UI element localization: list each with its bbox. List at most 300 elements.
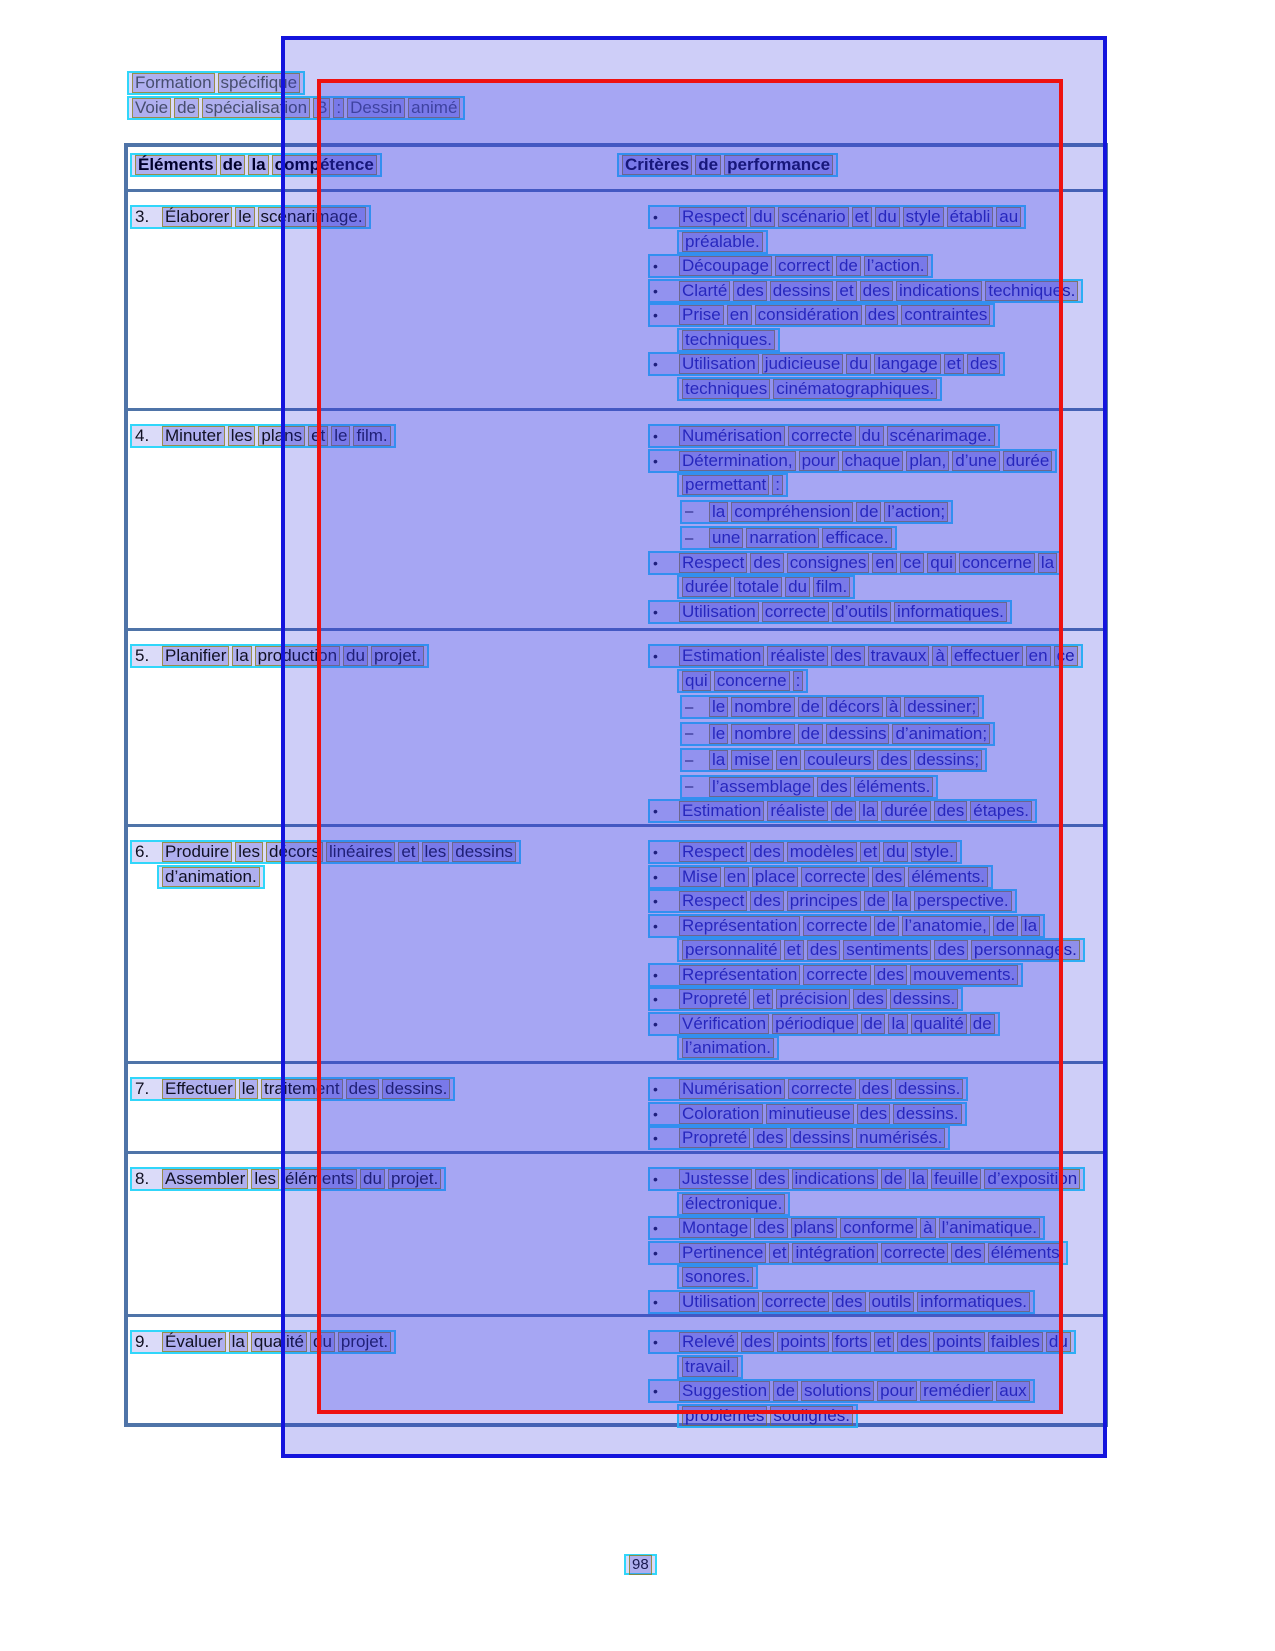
criterion-item (648, 722, 1083, 747)
criterion-line (648, 1077, 968, 1102)
ocr-word: Évaluer (162, 1332, 226, 1352)
ocr-word: Respect (679, 891, 747, 911)
ocr-line-box (648, 1216, 1045, 1240)
ocr-word: Numérisation (679, 1079, 785, 1099)
ocr-line-box (648, 449, 1057, 473)
ocr-word: Propreté (679, 989, 750, 1009)
criterion-line (648, 1241, 1085, 1266)
criterion-line (648, 1379, 1076, 1404)
ocr-word: des (831, 646, 864, 666)
ocr-line-box (648, 1077, 968, 1101)
ocr-word: à (920, 1218, 935, 1238)
ocr-word: dessins. (890, 989, 958, 1009)
ocr-word: correcte (803, 965, 870, 985)
ocr-line-box (130, 153, 382, 177)
ocr-word: de (798, 697, 823, 717)
element-title-line (130, 205, 371, 230)
item-number: 3. (135, 207, 150, 227)
ocr-word: durée (881, 801, 930, 821)
criterion-line (648, 328, 1083, 353)
criterion-line (648, 303, 1083, 328)
ocr-word: Représentation (679, 916, 800, 936)
ocr-word: durée (682, 577, 731, 597)
ocr-word: correcte (762, 1292, 829, 1312)
ocr-word: problèmes (682, 1406, 767, 1426)
table-row (128, 628, 1104, 824)
ocr-word: d’animation. (162, 867, 260, 887)
ocr-word: de (220, 155, 246, 175)
ocr-word: préalable. (682, 232, 763, 252)
ocr-word: : (793, 671, 804, 691)
table-header-row (128, 147, 1104, 189)
ocr-line-box (648, 840, 962, 864)
ocr-word: Élaborer (162, 207, 232, 227)
ocr-word: correcte (881, 1243, 948, 1263)
ocr-word: dessins (790, 1128, 854, 1148)
ocr-word: de (831, 801, 856, 821)
element-cell (130, 644, 429, 669)
criterion-line (648, 1012, 1085, 1037)
ocr-word: considération (755, 305, 862, 325)
ocr-word: correcte (788, 1079, 855, 1099)
ocr-line-box (648, 1330, 1076, 1354)
criterion-item (648, 424, 1062, 449)
ocr-word: d’animation; (892, 724, 990, 744)
ocr-word: de (695, 155, 721, 175)
ocr-word: judicieuse (762, 354, 844, 374)
criterion-item (648, 748, 1083, 773)
criterion-line (648, 1290, 1085, 1315)
column-header-elements (130, 153, 382, 177)
ocr-word: travail. (682, 1357, 738, 1377)
criterion-item (648, 449, 1062, 498)
criterion-line (648, 1216, 1085, 1241)
ocr-word: dessins (826, 724, 890, 744)
ocr-word: aux (996, 1381, 1029, 1401)
ocr-word: projet. (371, 646, 424, 666)
ocr-line-box (130, 424, 396, 448)
ocr-word: des (346, 1079, 379, 1099)
bullet-marker: • (653, 428, 658, 445)
ocr-word: du (846, 354, 871, 374)
criterion-line (648, 1192, 1085, 1217)
criterion-line (648, 1265, 1085, 1290)
ocr-word: plan, (906, 451, 949, 471)
criterion-item (648, 963, 1085, 988)
ocr-word: personnalité (682, 940, 781, 960)
ocr-word: Vérification (679, 1014, 769, 1034)
ocr-word: Mise (679, 867, 721, 887)
item-number: 6. (135, 842, 150, 862)
ocr-word: le (709, 697, 728, 717)
ocr-word: scénarimage. (887, 426, 995, 446)
criterion-item (648, 1012, 1085, 1061)
ocr-line-box (648, 644, 1083, 668)
ocr-word: Montage (679, 1218, 751, 1238)
element-title-line (130, 840, 521, 865)
criterion-line (648, 1126, 968, 1151)
bullet-marker: • (653, 1293, 658, 1310)
bullet-marker: • (653, 356, 658, 373)
ocr-word: dessins; (914, 750, 982, 770)
ocr-word: l’assemblage (709, 777, 814, 797)
ocr-word: Formation (132, 73, 215, 93)
criterion-line (648, 205, 1083, 230)
ocr-word: Découpage (679, 256, 772, 276)
ocr-word: et (784, 940, 804, 960)
ocr-word: permettant (682, 475, 769, 495)
criterion-item (648, 1241, 1085, 1290)
criterion-line (648, 575, 1062, 600)
ocr-word: ce (900, 553, 924, 573)
ocr-line-box (648, 352, 1005, 376)
criterion-line (648, 644, 1083, 669)
ocr-word: faibles (988, 1332, 1043, 1352)
ocr-word: le (709, 724, 728, 744)
ocr-line-box (680, 526, 897, 550)
ocr-line-box (648, 987, 963, 1011)
criterion-line (648, 938, 1085, 963)
ocr-word: points (933, 1332, 984, 1352)
ocr-line-box (648, 1126, 950, 1150)
ocr-word: compétence (272, 155, 377, 175)
criterion-item (648, 254, 1083, 279)
page-number (624, 1554, 657, 1575)
element-cell (130, 1330, 396, 1355)
ocr-word: ce (1054, 646, 1078, 666)
ocr-word: en (724, 867, 749, 887)
bullet-marker: • (653, 648, 658, 665)
ocr-word: dessins (452, 842, 516, 862)
ocr-line-box (677, 230, 768, 254)
criterion-item (648, 600, 1062, 625)
dash-marker: – (685, 698, 694, 716)
ocr-line-box (677, 473, 788, 497)
criterion-item (648, 840, 1085, 865)
ocr-word: correcte (788, 426, 855, 446)
ocr-line-box (677, 377, 942, 401)
ocr-word: de (861, 1014, 886, 1034)
criterion-item (648, 775, 1083, 800)
ocr-line-box (680, 500, 953, 524)
criterion-item (648, 500, 1062, 525)
criterion-line (648, 914, 1085, 939)
ocr-word: de (856, 502, 881, 522)
ocr-word: techniques (682, 379, 770, 399)
ocr-word: Estimation (679, 801, 764, 821)
criterion-item (648, 889, 1085, 914)
ocr-word: de (836, 256, 861, 276)
ocr-word: durée (1003, 451, 1052, 471)
ocr-word: informatiques. (917, 1292, 1030, 1312)
ocr-word: éléments. (854, 777, 934, 797)
ocr-word: la (909, 1169, 928, 1189)
ocr-word: dessins (770, 281, 834, 301)
ocr-line-box (677, 669, 808, 693)
criterion-item (648, 987, 1085, 1012)
ocr-word: projet. (338, 1332, 391, 1352)
ocr-word: éléments (988, 1243, 1063, 1263)
ocr-word: des (865, 305, 898, 325)
table-row (128, 1061, 1104, 1151)
item-number: 7. (135, 1079, 150, 1099)
ocr-word: l’anatomie, (902, 916, 990, 936)
ocr-word: concerne (714, 671, 790, 691)
ocr-word: effectuer (951, 646, 1023, 666)
criterion-item (648, 1216, 1085, 1241)
ocr-word: qui (682, 671, 711, 691)
bullet-marker: • (653, 1015, 658, 1032)
ocr-line-box (648, 1379, 1035, 1403)
dash-marker: – (685, 503, 694, 521)
ocr-word: au (996, 207, 1021, 227)
ocr-word: en (776, 750, 801, 770)
ocr-word: travaux (868, 646, 930, 666)
ocr-line-box (648, 254, 933, 278)
ocr-line-box (680, 775, 938, 799)
document-header (127, 70, 465, 121)
ocr-line-box (677, 575, 855, 599)
ocr-word: Respect (679, 207, 747, 227)
bullet-marker: • (653, 1081, 658, 1098)
ocr-line-box (130, 1167, 446, 1191)
ocr-word: mise (731, 750, 773, 770)
ocr-word: Suggestion (679, 1381, 770, 1401)
ocr-word: informatiques. (894, 602, 1007, 622)
ocr-word: éléments. (908, 867, 988, 887)
ocr-word: cinématographiques. (773, 379, 937, 399)
bullet-marker: • (653, 917, 658, 934)
bullet-marker: • (653, 966, 658, 983)
ocr-word: des (750, 891, 783, 911)
ocr-word: la (232, 646, 251, 666)
ocr-word: du (1046, 1332, 1071, 1352)
ocr-word: des (934, 801, 967, 821)
ocr-word: traitement (261, 1079, 343, 1099)
ocr-word: qui (927, 553, 956, 573)
ocr-word: des (872, 867, 905, 887)
ocr-word: Effectuer (162, 1079, 236, 1099)
criterion-item (648, 1167, 1085, 1216)
criterion-line (648, 669, 1083, 694)
ocr-word: du (785, 577, 810, 597)
ocr-line-box (648, 799, 1037, 823)
ocr-word: Assembler (162, 1169, 248, 1189)
ocr-word: et (852, 207, 872, 227)
criterion-line (648, 865, 1085, 890)
ocr-word: le (235, 207, 254, 227)
ocr-line-box (648, 889, 1017, 913)
ocr-line-box (130, 205, 371, 229)
criteria-cell (648, 644, 1083, 824)
ocr-word: Respect (679, 842, 747, 862)
bullet-marker: • (653, 1220, 658, 1237)
ocr-line-box (648, 551, 1062, 575)
ocr-word: soulignés. (770, 1406, 853, 1426)
ocr-word: Clarté (679, 281, 730, 301)
item-number: 4. (135, 426, 150, 446)
criterion-line (648, 1355, 1076, 1380)
ocr-word: principes (787, 891, 861, 911)
bullet-marker: • (653, 991, 658, 1008)
ocr-word: points (777, 1332, 828, 1352)
ocr-word: du (343, 646, 368, 666)
ocr-word: et (308, 426, 328, 446)
dash-marker: – (685, 725, 694, 743)
header-line-2 (127, 96, 465, 122)
ocr-word: production (255, 646, 340, 666)
criterion-item (648, 799, 1083, 824)
element-cell (130, 205, 371, 230)
ocr-word: modèles (787, 842, 857, 862)
ocr-word: de (881, 1169, 906, 1189)
criterion-sub-line (648, 748, 1083, 773)
ocr-word: des (741, 1332, 774, 1352)
ocr-word: d’une (952, 451, 1000, 471)
dash-marker: – (685, 778, 694, 796)
ocr-word: du (875, 207, 900, 227)
ocr-word: décors (266, 842, 323, 862)
column-header-criteres (617, 153, 838, 177)
ocr-word: personnages. (971, 940, 1080, 960)
criterion-sub-line (648, 695, 1083, 720)
ocr-word: Minuter (162, 426, 225, 446)
ocr-word: électronique. (682, 1194, 785, 1214)
ocr-line-box (648, 963, 1023, 987)
ocr-word: le (331, 426, 350, 446)
ocr-word: l’action; (884, 502, 948, 522)
ocr-word: sonores. (682, 1267, 753, 1287)
ocr-word: Relevé (679, 1332, 738, 1352)
criteria-cell (648, 1077, 968, 1151)
criterion-item (648, 695, 1083, 720)
element-title-line (130, 644, 429, 669)
ocr-word: des (951, 1243, 984, 1263)
ocr-word: une (709, 528, 743, 548)
ocr-word: Pertinence (679, 1243, 766, 1263)
ocr-word: des (817, 777, 850, 797)
criterion-item (648, 205, 1083, 254)
table-row (128, 1151, 1104, 1314)
criterion-item (648, 1290, 1085, 1315)
ocr-word: style. (911, 842, 957, 862)
ocr-line-box (130, 840, 521, 864)
ocr-word: B (313, 98, 330, 118)
bullet-marker: • (653, 1105, 658, 1122)
criterion-item (648, 865, 1085, 890)
ocr-word: d’exposition (984, 1169, 1080, 1189)
ocr-word: des (877, 750, 910, 770)
ocr-word: les (228, 426, 256, 446)
criterion-line (648, 1102, 968, 1127)
ocr-word: de (798, 724, 823, 744)
ocr-word: des (860, 281, 893, 301)
ocr-word: des (733, 281, 766, 301)
ocr-word: du (310, 1332, 335, 1352)
bullet-marker: • (653, 603, 658, 620)
ocr-word: consignes (787, 553, 870, 573)
ocr-line-box (677, 1192, 790, 1216)
ocr-word: et (398, 842, 418, 862)
ocr-word: contraintes (901, 305, 990, 325)
criteria-cell (648, 424, 1062, 624)
ocr-word: plans (258, 426, 305, 446)
ocr-word: outils (869, 1292, 915, 1312)
ocr-word: la (1038, 553, 1057, 573)
ocr-word: Produire (162, 842, 232, 862)
element-cell (130, 1077, 455, 1102)
dash-marker: – (685, 751, 694, 769)
criterion-line (648, 799, 1083, 824)
ocr-word: de (970, 1014, 995, 1034)
criterion-line (648, 987, 1085, 1012)
ocr-word: de (773, 1381, 798, 1401)
criterion-item (648, 1330, 1076, 1379)
ocr-word: la (248, 155, 268, 175)
ocr-line-box (677, 328, 780, 352)
ocr-word: place (752, 867, 799, 887)
ocr-word: style (903, 207, 944, 227)
ocr-word: la (859, 801, 878, 821)
bullet-marker: • (653, 452, 658, 469)
ocr-word: des (753, 1128, 786, 1148)
header-line-1 (127, 70, 465, 96)
ocr-word: la (1021, 916, 1040, 936)
ocr-word: Représentation (679, 965, 800, 985)
ocr-word: le (239, 1079, 258, 1099)
criterion-line (648, 963, 1085, 988)
ocr-word: Utilisation (679, 1292, 759, 1312)
ocr-word: étapes. (970, 801, 1032, 821)
ocr-word: Éléments (135, 155, 217, 175)
ocr-word: conforme (840, 1218, 917, 1238)
ocr-word: projet. (388, 1169, 441, 1189)
ocr-word: correcte (803, 916, 870, 936)
ocr-word: sentiments (843, 940, 931, 960)
ocr-word: concerne (959, 553, 1035, 573)
bullet-marker: • (653, 844, 658, 861)
ocr-word: efficace. (822, 528, 891, 548)
ocr-word: chaque (842, 451, 904, 471)
ocr-word: réaliste (767, 646, 828, 666)
ocr-word: et (874, 1332, 894, 1352)
ocr-word: des (832, 1292, 865, 1312)
ocr-word: établi (947, 207, 994, 227)
ocr-line-box (680, 722, 995, 746)
ocr-word: Coloration (679, 1104, 763, 1124)
ocr-word: Voie (132, 98, 171, 118)
ocr-line-box (677, 938, 1085, 962)
ocr-word: de (174, 98, 199, 118)
ocr-word: la (888, 1014, 907, 1034)
ocr-word: Propreté (679, 1128, 750, 1148)
ocr-word: qualité (251, 1332, 307, 1352)
element-title-line (130, 1330, 396, 1355)
ocr-word: et (753, 989, 773, 1009)
criterion-item (648, 1126, 968, 1151)
criterion-line (648, 449, 1062, 474)
ocr-word: narration (746, 528, 819, 548)
criterion-sub-line (648, 775, 1083, 800)
element-title-line (130, 1167, 446, 1192)
bullet-marker: • (653, 1130, 658, 1147)
bullet-marker: • (653, 307, 658, 324)
ocr-word: précision (776, 989, 850, 1009)
ocr-word: des (853, 989, 886, 1009)
bullet-marker: • (653, 893, 658, 910)
ocr-word: Dessin (347, 98, 405, 118)
ocr-word: correct (775, 256, 833, 276)
